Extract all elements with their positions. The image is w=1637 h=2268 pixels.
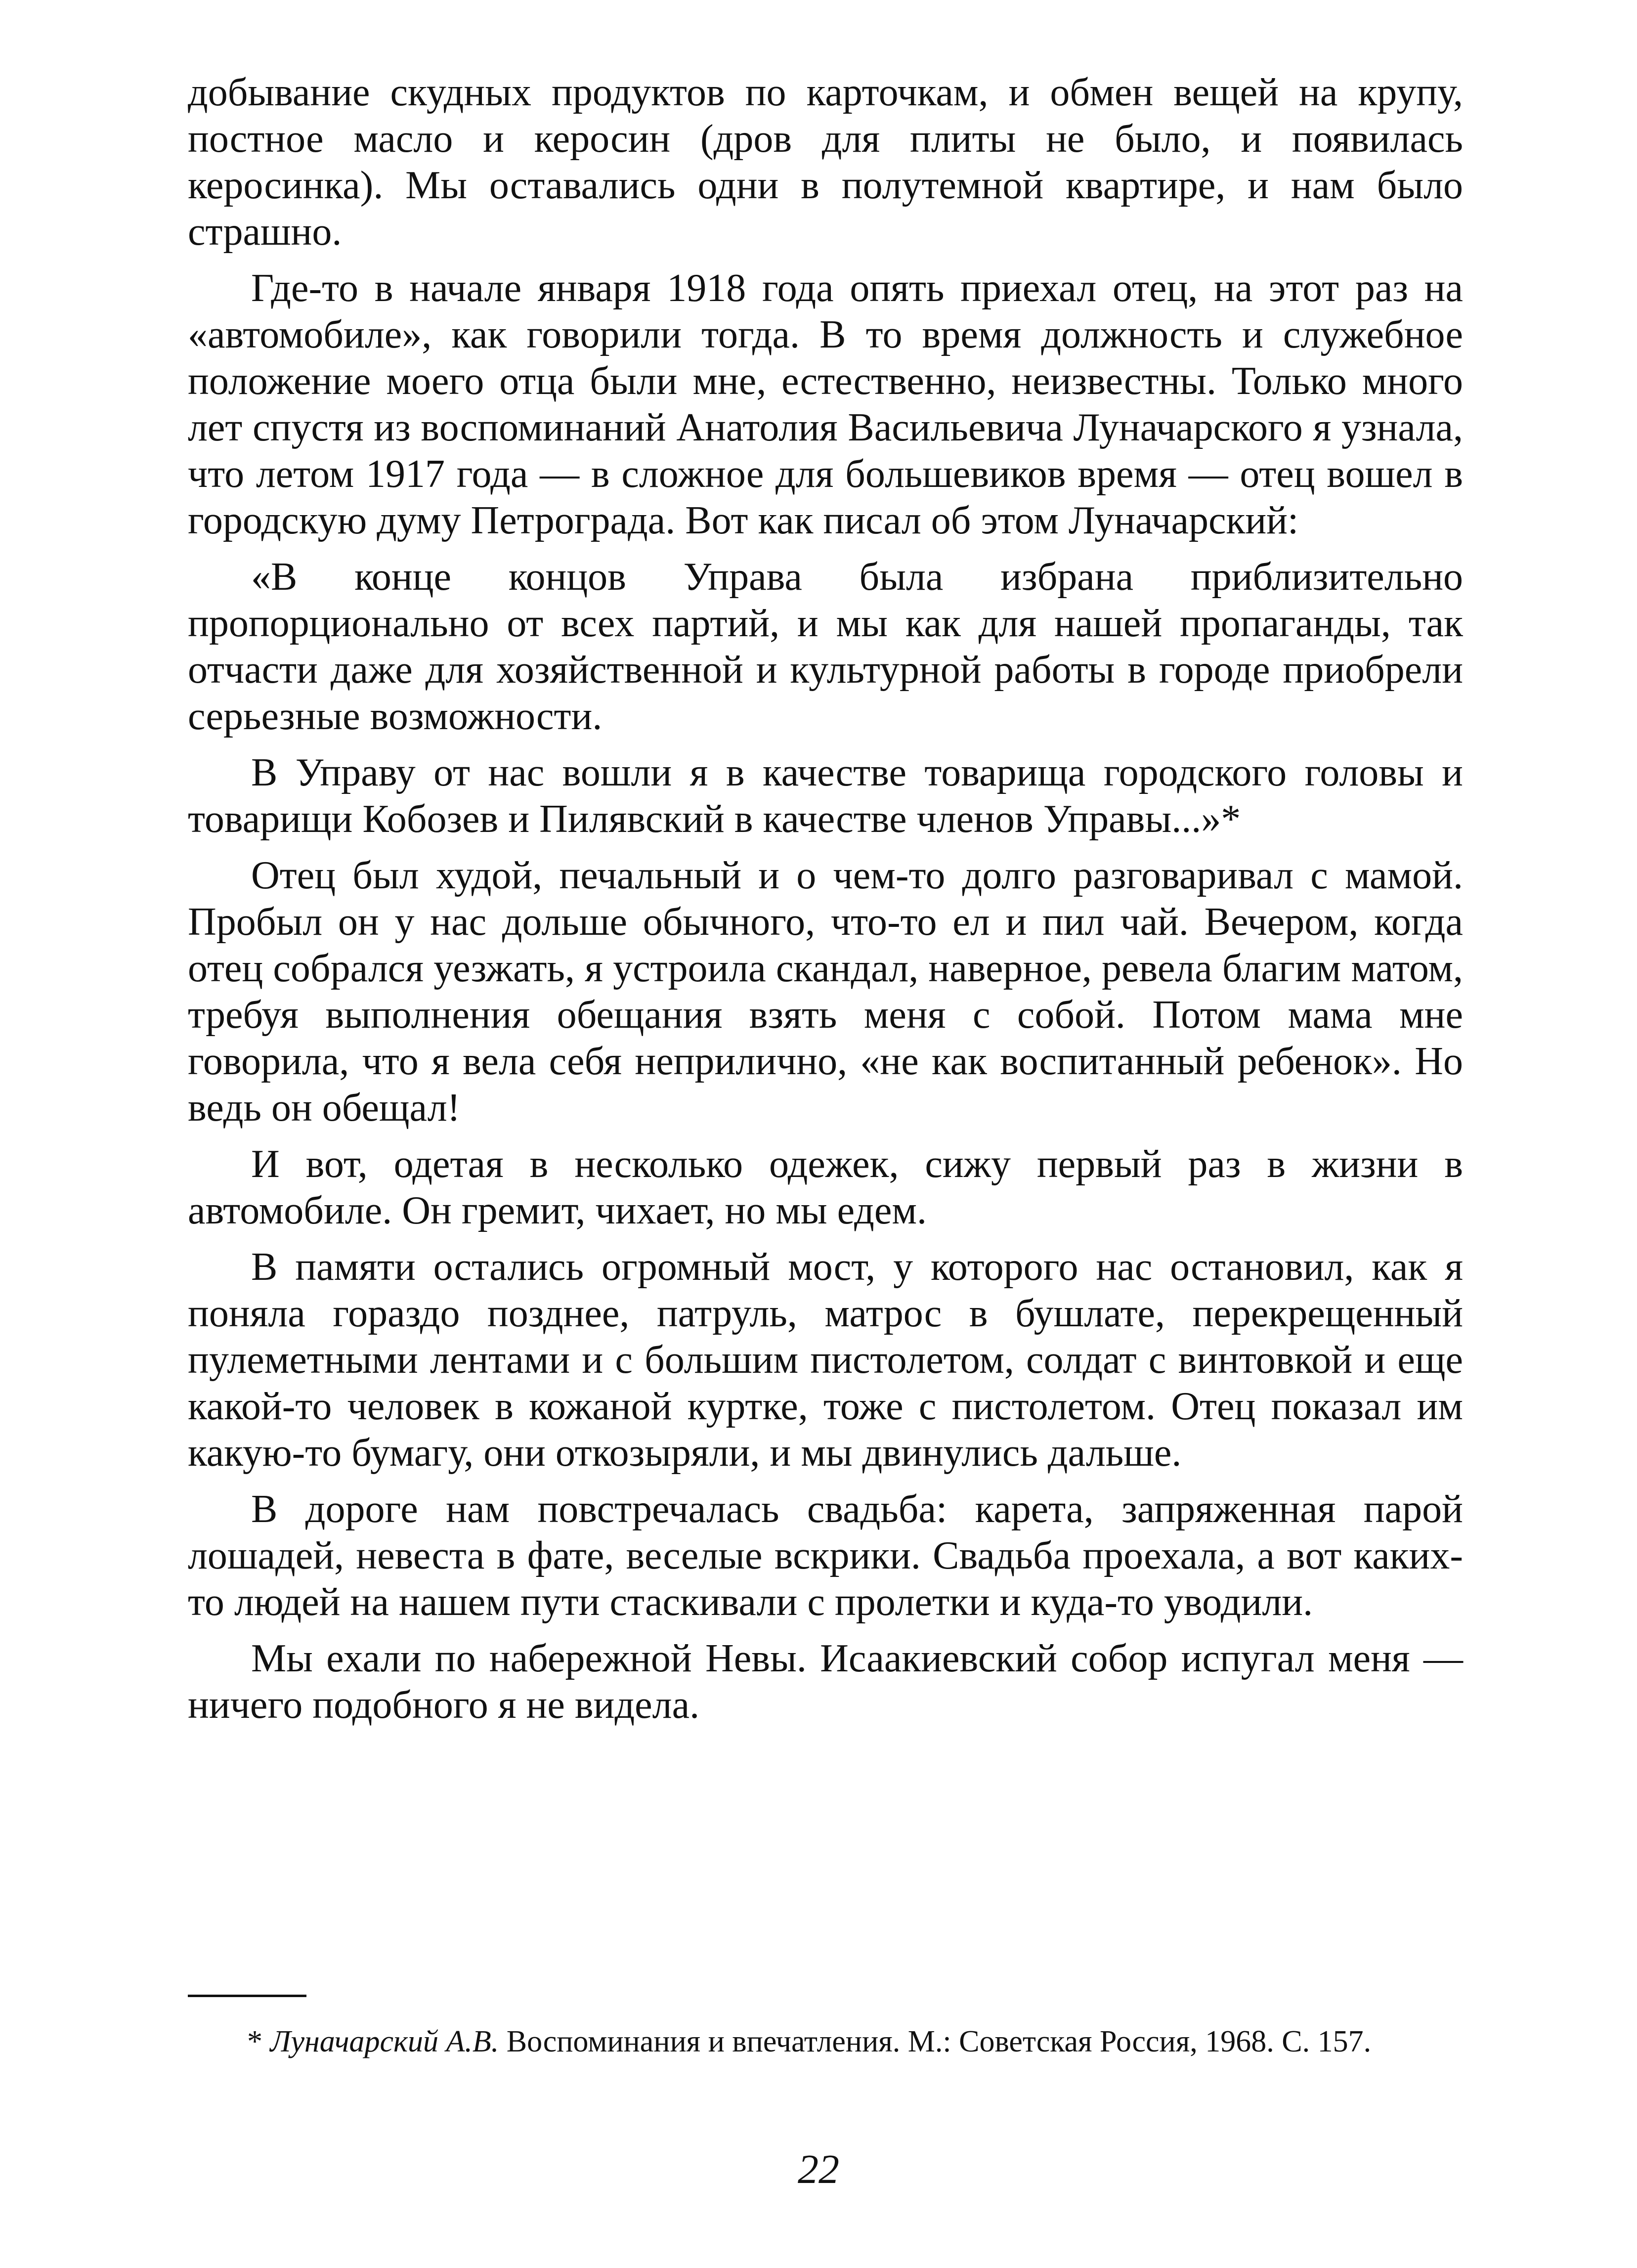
paragraph-6: В дороге нам повстречалась свадьба: карета, запряженная парой лошадей, невеста в фате, веселые вскрики. Свадьба проехала, а вот каких-то людей на нашем пути стаскивали с пролетки и куда-то уводили.	[188, 1487, 1463, 1624]
quote-paragraph-2: В Управу от нас вошли я в качестве товарища городского головы и товарищи Кобозев и Пилявский в качестве членов Управы...»*	[188, 751, 1463, 841]
paragraph-2: Где-то в начале января 1918 года опять приехал отец, на этот раз на «автомобиле», как говорили тогда. В то время должность и служебное положение моего отца были мне, естественно, неизвестны. Только много лет спустя из воспоминаний Анатолия Васильевича Луначарского я узнала, что летом 1917 года — в сложное для большевиков время — отец вошел в городскую думу Петрограда. Вот как писал об этом Луначарский:	[188, 266, 1463, 542]
paragraph-3: Отец был худой, печальный и о чем-то долго разговаривал с мамой. Пробыл он у нас дольше обычного, что-то ел и пил чай. Вечером, когда отец собрался уезжать, я устроила скандал, наверное, ревела благим матом, требуя выполнения обещания взять меня с собой. Потом мама мне говорила, что я вела себя неприлично, «не как воспитанный ребенок». Но ведь он обещал!	[188, 854, 1463, 1130]
paragraph-4: И вот, одетая в несколько одежек, сижу первый раз в жизни в автомобиле. Он гремит, чихает, но мы едем.	[188, 1142, 1463, 1232]
footnote-marker: *	[247, 2025, 270, 2058]
footnote-author: Луначарский А.В.	[270, 2025, 499, 2058]
paragraph-1: добывание скудных продуктов по карточкам, и обмен вещей на крупу, постное масло и керосин (дров для плиты не было, и появилась керосинка). Мы оставались одни в полутемной квартире, и нам было страшно.	[188, 71, 1463, 254]
quote-paragraph-1: «В конце концов Управа была избрана приблизительно пропорционально от всех партий, и мы как для нашей пропаганды, так отчасти даже для хозяйственной и культурной работы в городе приобрели серьезные возможности.	[188, 555, 1463, 738]
page-number: 22	[798, 2146, 839, 2192]
main-text	[188, 69, 1463, 1738]
footnote-divider	[188, 1995, 306, 1997]
paragraph-7: Мы ехали по набережной Невы. Исаакиевский собор испугал меня — ничего подобного я не видела.	[188, 1637, 1463, 1727]
paragraph-5: В памяти остались огромный мост, у которого нас остановил, как я поняла гораздо позднее, патруль, матрос в бушлате, перекрещенный пулеметными лентами и с большим пистолетом, солдат с винтовкой и еще какой-то человек в кожаной куртке, тоже с пистолетом. Отец показал им какую-то бумагу, они откозыряли, и мы двинулись дальше.	[188, 1245, 1463, 1475]
footnote-citation: Воспоминания и впечатления. М.: Советская Россия, 1968. С. 157.	[499, 2025, 1372, 2058]
footnote	[188, 2022, 1463, 2061]
